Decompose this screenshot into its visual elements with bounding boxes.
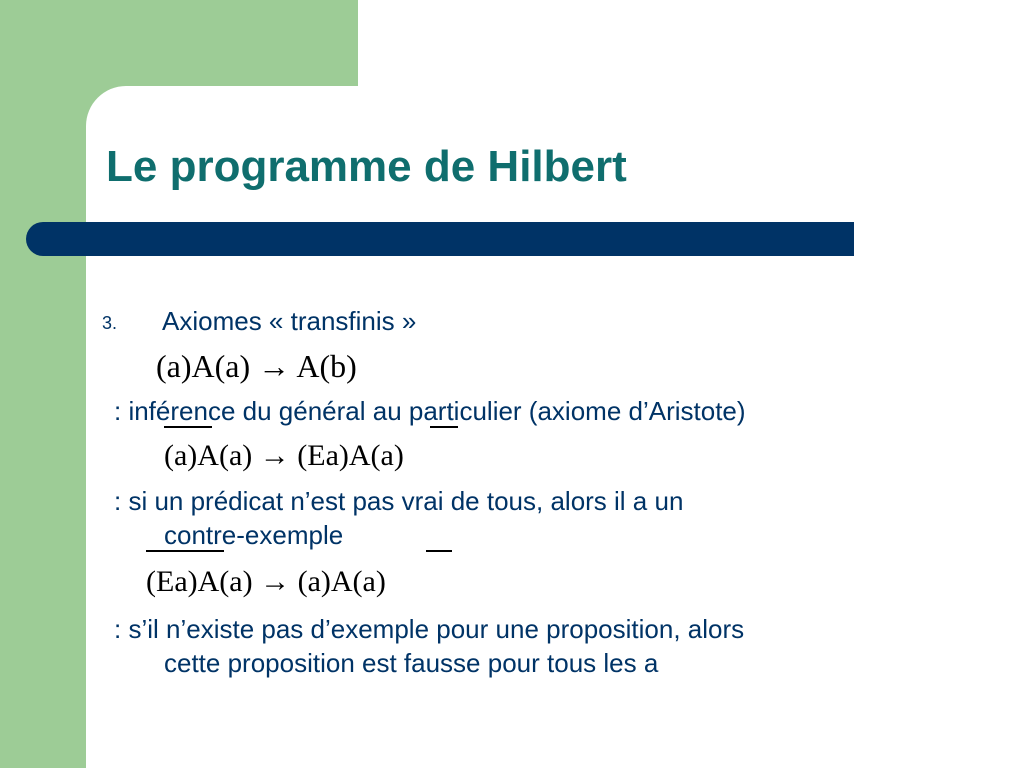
formula-1: (a)A(a) → A(b) <box>156 348 357 384</box>
formula-2: (a)A(a) → (Ea)A(a) <box>164 439 404 472</box>
explanation-3-line-1: : s’il n’existe pas d’exemple pour une proposition, alors <box>114 614 745 644</box>
title-divider-bar <box>26 222 854 256</box>
explanation-3-line-2: cette proposition est fausse pour tous les a <box>164 648 659 678</box>
explanation-2-line-2: contre-exemple <box>164 520 344 550</box>
overline-mark <box>430 426 458 428</box>
item-number: 3. <box>102 313 118 333</box>
overline-mark <box>164 426 212 428</box>
item-heading: Axiomes « transfinis » <box>162 306 417 336</box>
explanation-1: : inférence du général au particulier (axiome d’Aristote) <box>114 396 746 426</box>
formula-3: (Ea)A(a) → (a)A(a) <box>146 565 386 598</box>
overline-mark <box>146 550 224 552</box>
overline-mark <box>426 550 452 552</box>
slide-title: Le programme de Hilbert <box>106 142 627 191</box>
explanation-2-line-1: : si un prédicat n’est pas vrai de tous, alors il a un <box>114 486 684 516</box>
